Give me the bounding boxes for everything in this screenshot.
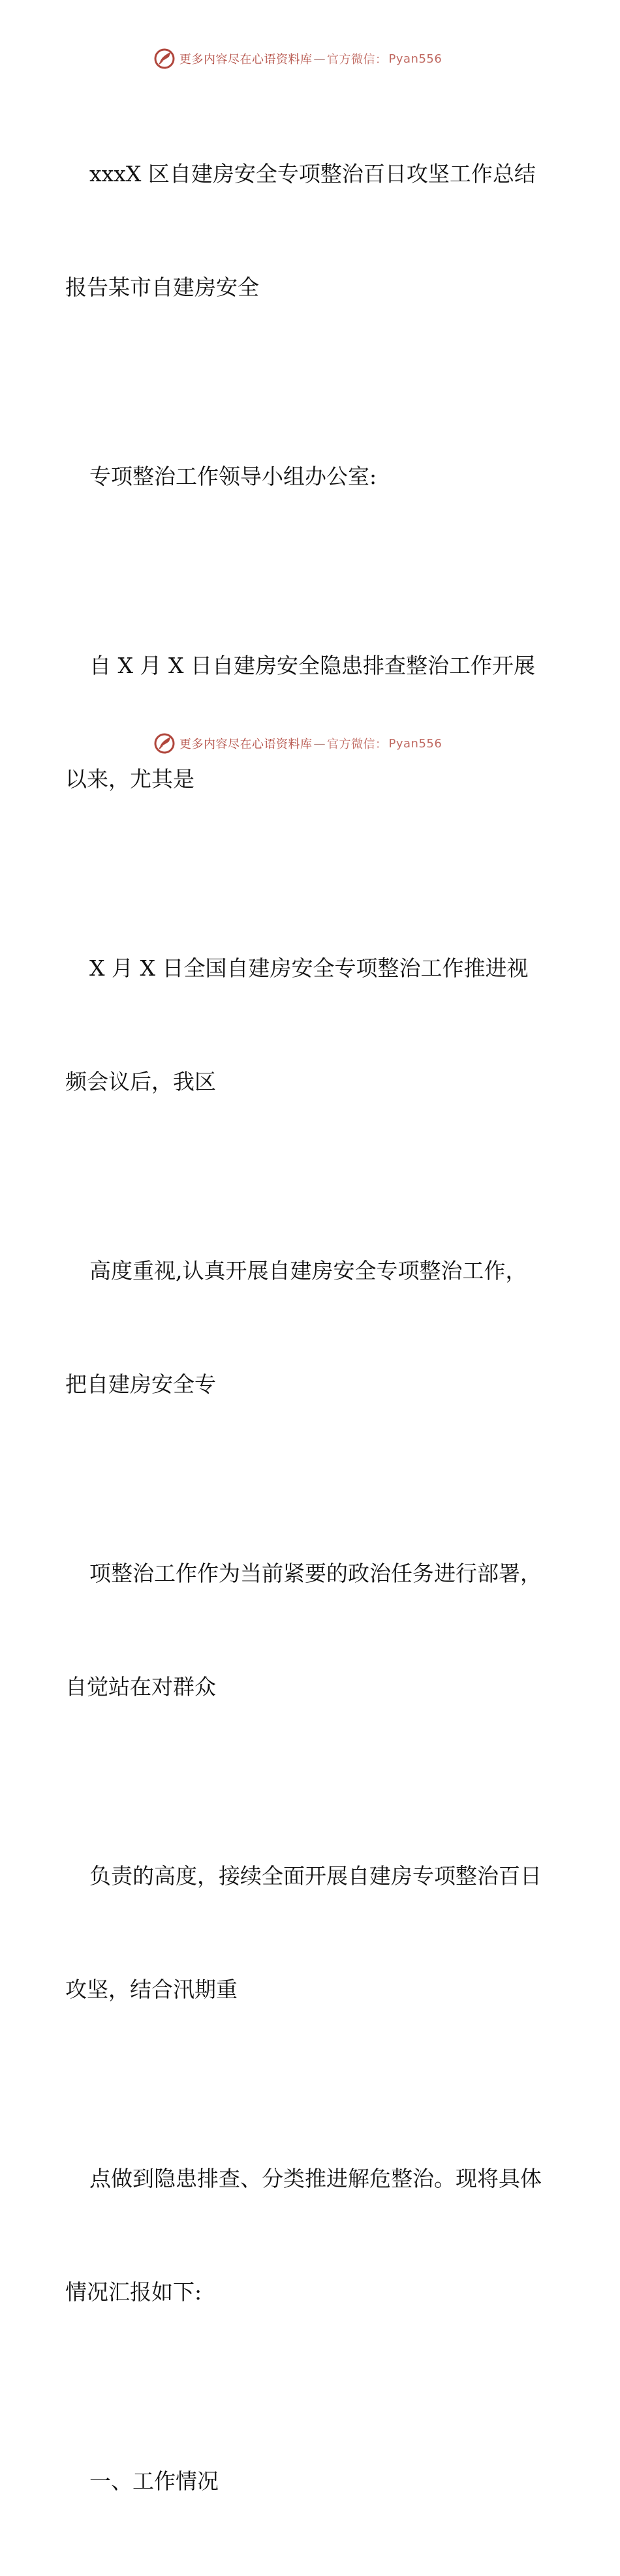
paragraph-line: 频会议后，我区 (65, 1069, 216, 1094)
section-heading (65, 2387, 561, 2576)
paragraph-line: 专项整治工作领导小组办公室: (89, 464, 377, 489)
paragraph-line: 报告某市自建房安全 (65, 275, 259, 300)
paragraph (65, 1479, 561, 1782)
paragraph (65, 2084, 561, 2387)
paragraph (65, 571, 561, 874)
watermark-separator: — (313, 52, 326, 66)
watermark-wechat-id: Pyan556 (388, 736, 442, 751)
paragraph-line: xxxX 区自建房安全专项整治百日攻坚工作总结 (89, 161, 536, 187)
paragraph-line: 以来，尤其是 (65, 766, 194, 792)
paragraph-line: 把自建房安全专 (65, 1371, 216, 1397)
watermark-separator: — (313, 736, 326, 751)
footer-watermark (153, 732, 442, 755)
watermark-official-label: 官方微信： (327, 738, 388, 751)
paragraph-line: X 月 X 日全国自建房安全专项整治工作推进视 (89, 955, 529, 981)
paragraph-line: 项整治工作作为当前紧要的政治任务进行部署， (89, 1561, 542, 1586)
paragraph-line: 自 X 月 X 日自建房安全隐患排查整治工作开展 (89, 653, 535, 678)
paragraph (65, 382, 561, 571)
paragraph-line: 点做到隐患排查、分类推进解危整治。现将具体 (89, 2166, 542, 2191)
document-body (65, 80, 561, 2576)
paragraph (65, 80, 561, 382)
paragraph-line: 攻坚，结合汛期重 (65, 1977, 238, 2002)
paragraph-line: 自觉站在对群众 (65, 1674, 216, 1700)
paragraph (65, 874, 561, 1176)
watermark-text: 更多内容尽在心语资料库 (179, 53, 313, 67)
paragraph-line: 负责的高度，接续全面开展自建房专项整治百日 (89, 1863, 542, 1889)
paragraph (65, 1176, 561, 1479)
header-watermark (153, 47, 442, 70)
watermark-official-label: 官方微信： (327, 53, 388, 67)
brand-logo-icon (153, 48, 176, 70)
paragraph-line: 高度重视,认真开展自建房安全专项整治工作， (89, 1258, 527, 1283)
brand-logo-icon (153, 732, 176, 755)
paragraph-line: 情况汇报如下: (65, 2279, 202, 2305)
paragraph-line: 一、工作情况 (89, 2468, 219, 2494)
watermark-text: 更多内容尽在心语资料库 (179, 738, 313, 751)
watermark-wechat-id: Pyan556 (388, 52, 442, 66)
paragraph (65, 1782, 561, 2084)
